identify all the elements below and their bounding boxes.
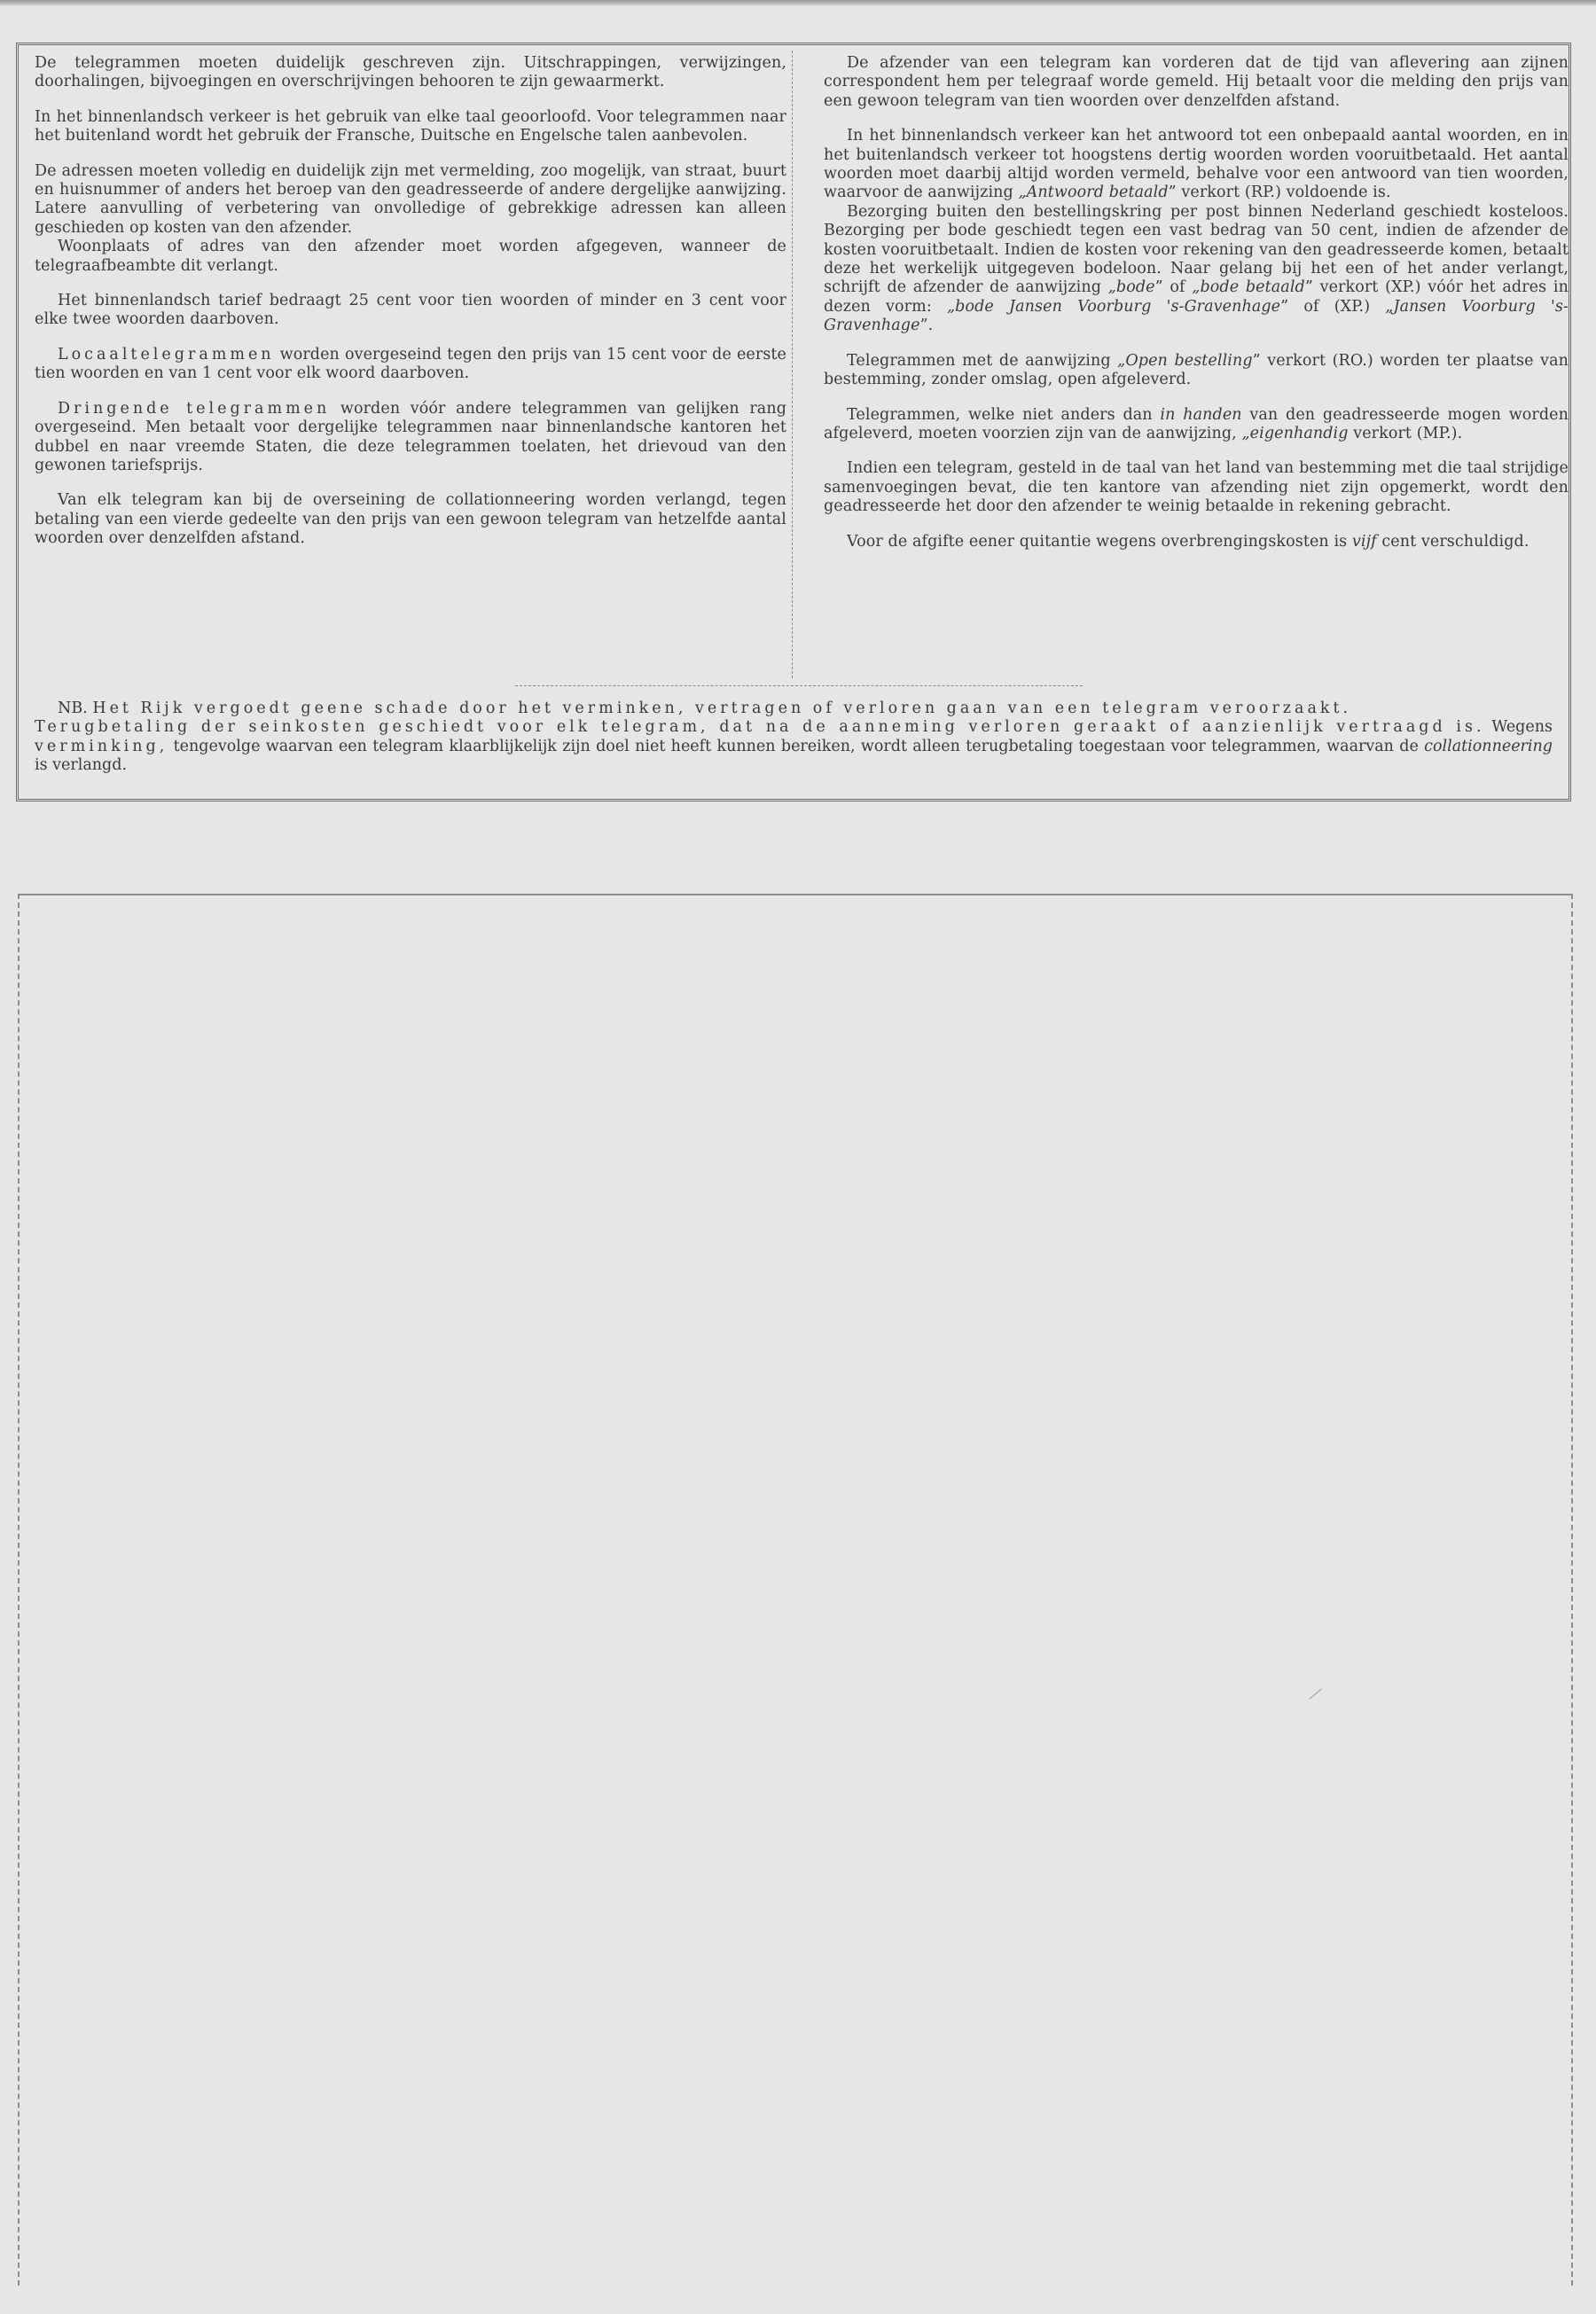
instructions-frame: [16, 43, 1571, 801]
right-para-7: Voor de afgifte eener quitantie wegens overbrengingskosten is vijf cent verschuldigd.: [847, 532, 1530, 551]
right-para-6: Indien een telegram, gesteld in de taal van het land van bestemming met die taal strijdige samenvoegingen bevat, die ten kantore van afzending niet zijn opgemerkt, wordt den geadresseerde het door den afzender te weinig betaalde in rekening gebracht.: [824, 459, 1569, 516]
column-divider: [792, 51, 793, 678]
left-para-8: Van elk telegram kan bij de overseining de collationneering worden verlangd, tegen betaling van een vierde gedeelte van den prijs van een gewoon telegram van hetzelfde aantal woorden over denzelfden afstand.: [35, 491, 786, 548]
nb-line-2: Terugbetaling der seinkosten geschiedt voor elk telegram, dat na de aanneming verloren geraakt of aanzienlijk vertraagd is. Wegens verminking, tengevolge waarvan een telegram klaarblijkelijk zijn doel niet heeft kunnen bereiken, wordt alleen terugbetaling toegestaan voor telegrammen, waarvan de collationneering is verlangd.: [35, 718, 1553, 775]
left-para-1: De telegrammen moeten duidelijk geschreven zijn. Uitschrappingen, verwijzingen, doorhalingen, bijvoegingen en overschrijvingen behooren te zijn gewaarmerkt.: [35, 54, 786, 91]
nb-line-1: NB. Het Rijk vergoedt geene schade door het verminken, vertragen of verloren gaan van een telegram veroorzaakt.: [58, 700, 1352, 717]
left-para-7: Dringende telegrammen worden vóór andere telegrammen van gelijken rang overgeseind. Men betaalt voor dergelijke telegrammen naar binnenlandsche kantoren het dubbel en naar vreemde Staten, die deze telegrammen toelaten, het drievoud van den gewonen tariefsprijs.: [35, 399, 786, 474]
section-rule: [515, 685, 1083, 686]
top-rule: [0, 0, 1596, 5]
urgent-telegram-heading: Dringende telegrammen: [58, 399, 331, 418]
right-para-1: De afzender van een telegram kan vorderen dat de tijd van aflevering aan zijnen correspondent hem per telegraaf worde gemeld. Hij betaalt voor die melding den prijs van een gewoon telegram van tien woorden over denzelfden afstand.: [824, 54, 1569, 110]
local-telegram-heading: Locaaltelegrammen: [58, 345, 275, 364]
right-column: [824, 54, 1569, 567]
nb-notice: [35, 700, 1553, 776]
blank-writing-area: [18, 894, 1573, 2286]
left-para-4: Woonplaats of adres van den afzender moet worden afgegeven, wanneer de telegraafbeambte dit verlangt.: [35, 238, 786, 275]
left-para-6: Locaaltelegrammen worden overgeseind tegen den prijs van 15 cent voor de eerste tien woorden en van 1 cent voor elk woord daarboven.: [35, 345, 786, 383]
left-para-3: De adressen moeten volledig en duidelijk zijn met vermelding, zoo mogelijk, van straat, buurt en huisnummer of anders het beroep van den geadresseerde of andere dergelijke aanwijzing. Latere aanvulling of verbetering van onvolledige of gebrekkige adressen kan alleen geschieden op kosten van den afzender.: [35, 161, 786, 237]
right-para-5: Telegrammen, welke niet anders dan in handen van den geadresseerde mogen worden afgeleverd, moeten voorzien zijn van de aanwijzing, „eigenhandig verkort (MP.).: [824, 405, 1569, 442]
right-para-2: In het binnenlandsch verkeer kan het antwoord tot een onbepaald aantal woorden, en in het buitenlandsch verkeer tot hoogstens dertig woorden worden vooruitbetaald. Het aantal woorden moet daarbij altijd worden vermeld, behalve voor een antwoord van tien woorden, waarvoor de aanwijzing „Antwoord betaald” verkort (RP.) voldoende is.: [824, 127, 1569, 202]
left-column: [35, 54, 786, 565]
right-para-3: Bezorging buiten den bestellingskring per post binnen Nederland geschiedt kosteloos. Bezorging per bode geschiedt tegen een vast bedrag van 50 cent, indien de afzender de kosten vooruitbetaalt. Indien de kosten voor rekening van den geadresseerde komen, betaalt deze het werkelijk uitgegeven bodeloon. Naar gelang bij het een of het ander verlangt, schrijft de afzender de aanwijzing „bode” of „bode betaald” verkort (XP.) vóór het adres in dezen vorm: „bode Jansen Voorburg 's-Gravenhage” of (XP.) „Jansen Voorburg 's-Gravenhage”.: [824, 202, 1569, 335]
right-para-4: Telegrammen met de aanwijzing „Open bestelling” verkort (RO.) worden ter plaatse van bestemming, zonder omslag, open afgeleverd.: [824, 351, 1569, 389]
left-para-5: Het binnenlandsch tarief bedraagt 25 cent voor tien woorden of minder en 3 cent voor elke twee woorden daarboven.: [35, 292, 786, 329]
left-para-2: In het binnenlandsch verkeer is het gebruik van elke taal geoorloofd. Voor telegrammen naar het buitenland wordt het gebruik der Fransche, Duitsche en Engelsche talen aanbevolen.: [35, 107, 786, 145]
